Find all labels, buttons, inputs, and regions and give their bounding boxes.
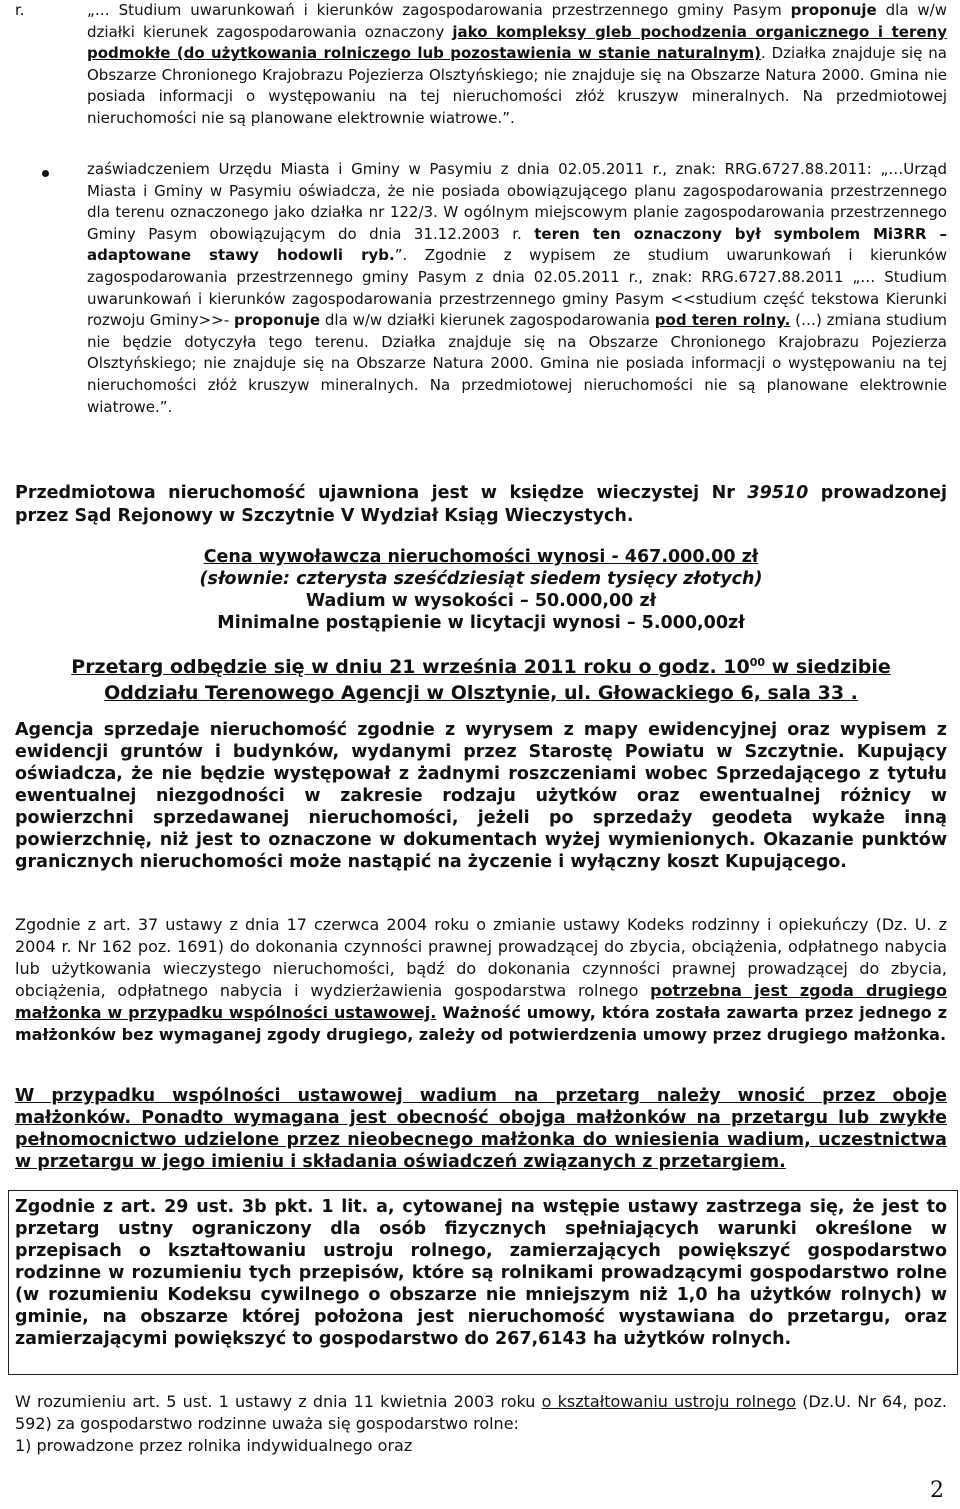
final-list-item: 1) prowadzone przez rolnika indywidualnego oraz xyxy=(15,1436,413,1455)
page-number: 2 xyxy=(930,1478,944,1503)
bullet1-text2: dla w/w działki kierunek zagospodarowania oznaczony xyxy=(87,1,947,41)
final-text2: (Dz.U. Nr 64, poz. 592) za gospodarstwo rodzinne uważa się gospodarstwo rolne: xyxy=(15,1392,948,1433)
final-act-title: o kształtowaniu ustroju rolnego xyxy=(541,1392,797,1411)
art37-consent: potrzebna jest zgoda drugiego małżonka w przypadku wspólności ustawowej. xyxy=(15,981,948,1022)
boxed-paragraph: Zgodnie z art. 29 ust. 3b pkt. 1 lit. a, cytowanej na wstępie ustawy zastrzega się, że jest to przetarg ustny ograniczony dla osób fizycznych spełniających warunki określone w przepisach o kształtowaniu ustroju rolnego, zamierzających powiększyć gospodarstwo rodzinne w rozumieniu tych przepisów, które są rolnikami prowadzącymi gospodarstwo rolne (w rozumieniu Kodeksu cywilnego o obszarze nie mniejszym niż 1,0 ha użytków rolnych) w gminie, na obszarze której położona jest nieruchomość wystawiana do przetargu, oraz zamierzającymi powiększyć to gospodarstwo do 267,6143 ha użytków rolnych. xyxy=(15,1197,947,1349)
deposit: Wadium w wysokości – 50.000,00 zł xyxy=(305,591,657,611)
auction-date: Przetarg odbędzie się w dniu 21 września 2011 roku o godz. 10 xyxy=(71,656,750,678)
auction-date-line xyxy=(15,654,947,680)
final-text: W rozumieniu art. 5 ust. 1 ustawy z dnia 11 kwietnia 2003 roku xyxy=(15,1392,542,1411)
agency-paragraph: Agencja sprzedaje nieruchomość zgodnie z wyrysem z mapy ewidencyjnej oraz wypisem z ewidencji gruntów i budynków, wydanymi przez Starostę Powiatu w Szczytnie. Kupujący oświadcza, że nie będzie występował z żadnymi roszczeniami wobec Sprzedającego z tytułu ewentualnej niezgodności w zakresie rodzaju użytków oraz ewentualnej różnicy w powierzchni sprzedawanej nieruchomości, jeżeli po sprzedaży geodeta wykaże inną powierzchnię, niż jest to oznaczone w dokumentach wyżej wymienionych. Okazanie punktów granicznych nieruchomości może nastąpić na życzenie i wyłączny koszt Kupującego. xyxy=(15,720,947,872)
price-block xyxy=(15,546,947,634)
art37-text: Zgodnie z art. 37 ustawy z dnia 17 czerwca 2004 roku o zmianie ustawy Kodeks rodzinny i opiekuńczy (Dz. U. z 2004 r. Nr 162 poz. 1691) do dokonania czynności prawnej prowadzącej do zbycia, obciążenia, odpłatnego nabycia lub użytkowania wieczystego nieruchomości, bądź do dokonania czynności prawnej prowadzącej do zbycia, obciążenia, odpłatnego nabycia i wydzierżawienia gospodarstwa rolnego xyxy=(15,915,947,1000)
bullet2-paragraph xyxy=(87,159,947,418)
bullet2-text2: ”. Zgodnie z wypisem ze studium uwarunkowań i kierunków zagospodarowania przestrzennego gminy Pasym z dnia 02.05.2011 r., znak: RRG.6727.88.2011 „… Studium uwarunkowań i kierunków zagospodarowania przestrzennego gminy Pasym <<studium część tekstowa Kierunki rozwoju Gminy>>- xyxy=(87,246,948,330)
bullet-marker xyxy=(42,170,49,177)
bullet1-paragraph xyxy=(87,0,947,130)
art37-validity: Ważność umowy, która została zawarta przez jednego z małżonków bez wymaganej zgody drugiego, zależy od potwierdzenia umowy przez drugiego małżonka. xyxy=(15,1003,948,1044)
final-paragraph xyxy=(15,1391,947,1457)
auction-minutes: 00 xyxy=(749,656,766,669)
land-register-text: Przedmiotowa nieruchomość ujawniona jest w księdze wieczystej Nr xyxy=(15,483,748,503)
bullet1-text3: . Działka znajduje się na Obszarze Chronionego Krajobrazu Pojezierza Olsztyńskiego; nie znajduje się na Obszarze Natura 2000. Gmina nie posiada informacji o występowaniu na tej nieruchomości złóż kruszyw mineralnych. Na przedmiotowej nieruchomości nie są planowane elektrownie wiatrowe.”. xyxy=(87,44,947,127)
bullet2-symbol: teren ten oznaczony był symbolem Mi3RR – adaptowane stawy hodowli ryb. xyxy=(87,224,947,265)
community-paragraph: W przypadku wspólności ustawowej wadium na przetarg należy wnosić przez oboje małżonków. Ponadto wymagana jest obecność obojga małżonków na przetargu lub zwykłe pełnomocnictwo udzielone przez nieobecnego małżonka do wniesienia wadium, uczestnictwa w przetargu w jego imieniu i składania oświadczeń związanych z przetargiem. xyxy=(15,1086,947,1172)
bullet2-propose: proponuje xyxy=(233,311,321,330)
bullet2-text3: dla w/w działki kierunek zagospodarowania xyxy=(320,311,655,330)
land-register-number: 39510 xyxy=(747,483,809,503)
bullet2-rolny: pod teren rolny. xyxy=(654,311,791,330)
bullet2-text: zaświadczeniem Urzędu Miasta i Gminy w Pasymiu z dnia 02.05.2011 r., znak: RRG.6727.88.2011: „…Urząd Miasta i Gminy w Pasymiu oświadcza, że nie posiada obowiązującego planu zagospodarowania przestrzennego dla terenu oznaczonego jako działka nr 122/3. W ogólnym miejscowym planie zagospodarowania przestrzennego Gminy Pasym obowiązującym do dnia 31.12.2003 r. xyxy=(87,160,947,243)
auction-place-prefix: w siedzibie xyxy=(765,656,891,678)
price-in-words: (słownie: czterysta sześćdziesiąt siedem tysięcy złotych) xyxy=(199,569,763,589)
bullet1-text: „… Studium uwarunkowań i kierunków zagospodarowania przestrzennego gminy Pasym xyxy=(87,1,791,19)
art37-paragraph xyxy=(15,914,947,1046)
starting-price: Cena wywoławcza nieruchomości wynosi - 467.000.00 zł xyxy=(203,547,759,567)
minimum-increment: Minimalne postąpienie w licytacji wynosi – 5.000,00zł xyxy=(217,613,745,633)
bullet1-marker: r. xyxy=(15,1,25,19)
bullet2-text4: (…) zmiana studium nie będzie dotyczyła tego terenu. Działka znajduje się na Obszarze Chronionego Krajobrazu Pojezierza Olsztyńskiego; nie znajduje się na Obszarze Natura 2000. Gmina nie posiada informacji o występowaniu na tej nieruchomości złóż kruszyw mineralnych. Na przedmiotowej nieruchomości nie są planowane elektrownie wiatrowe.”. xyxy=(87,311,947,416)
auction-place: Oddziału Terenowego Agencji w Olsztynie, ul. Głowackiego 6, sala 33 . xyxy=(104,682,858,704)
land-register-court: prowadzonej przez Sąd Rejonowy w Szczytnie V Wydział Ksiąg Wieczystych. xyxy=(15,483,947,526)
auction-info xyxy=(15,654,947,706)
bullet1-designation: jako kompleksy gleb pochodzenia organicznego i tereny podmokłe (do użytkowania rolniczego lub pozostawienia w stanie naturalnym) xyxy=(87,22,948,63)
bullet1-propose: proponuje xyxy=(790,1,877,19)
land-register-paragraph xyxy=(15,482,947,528)
